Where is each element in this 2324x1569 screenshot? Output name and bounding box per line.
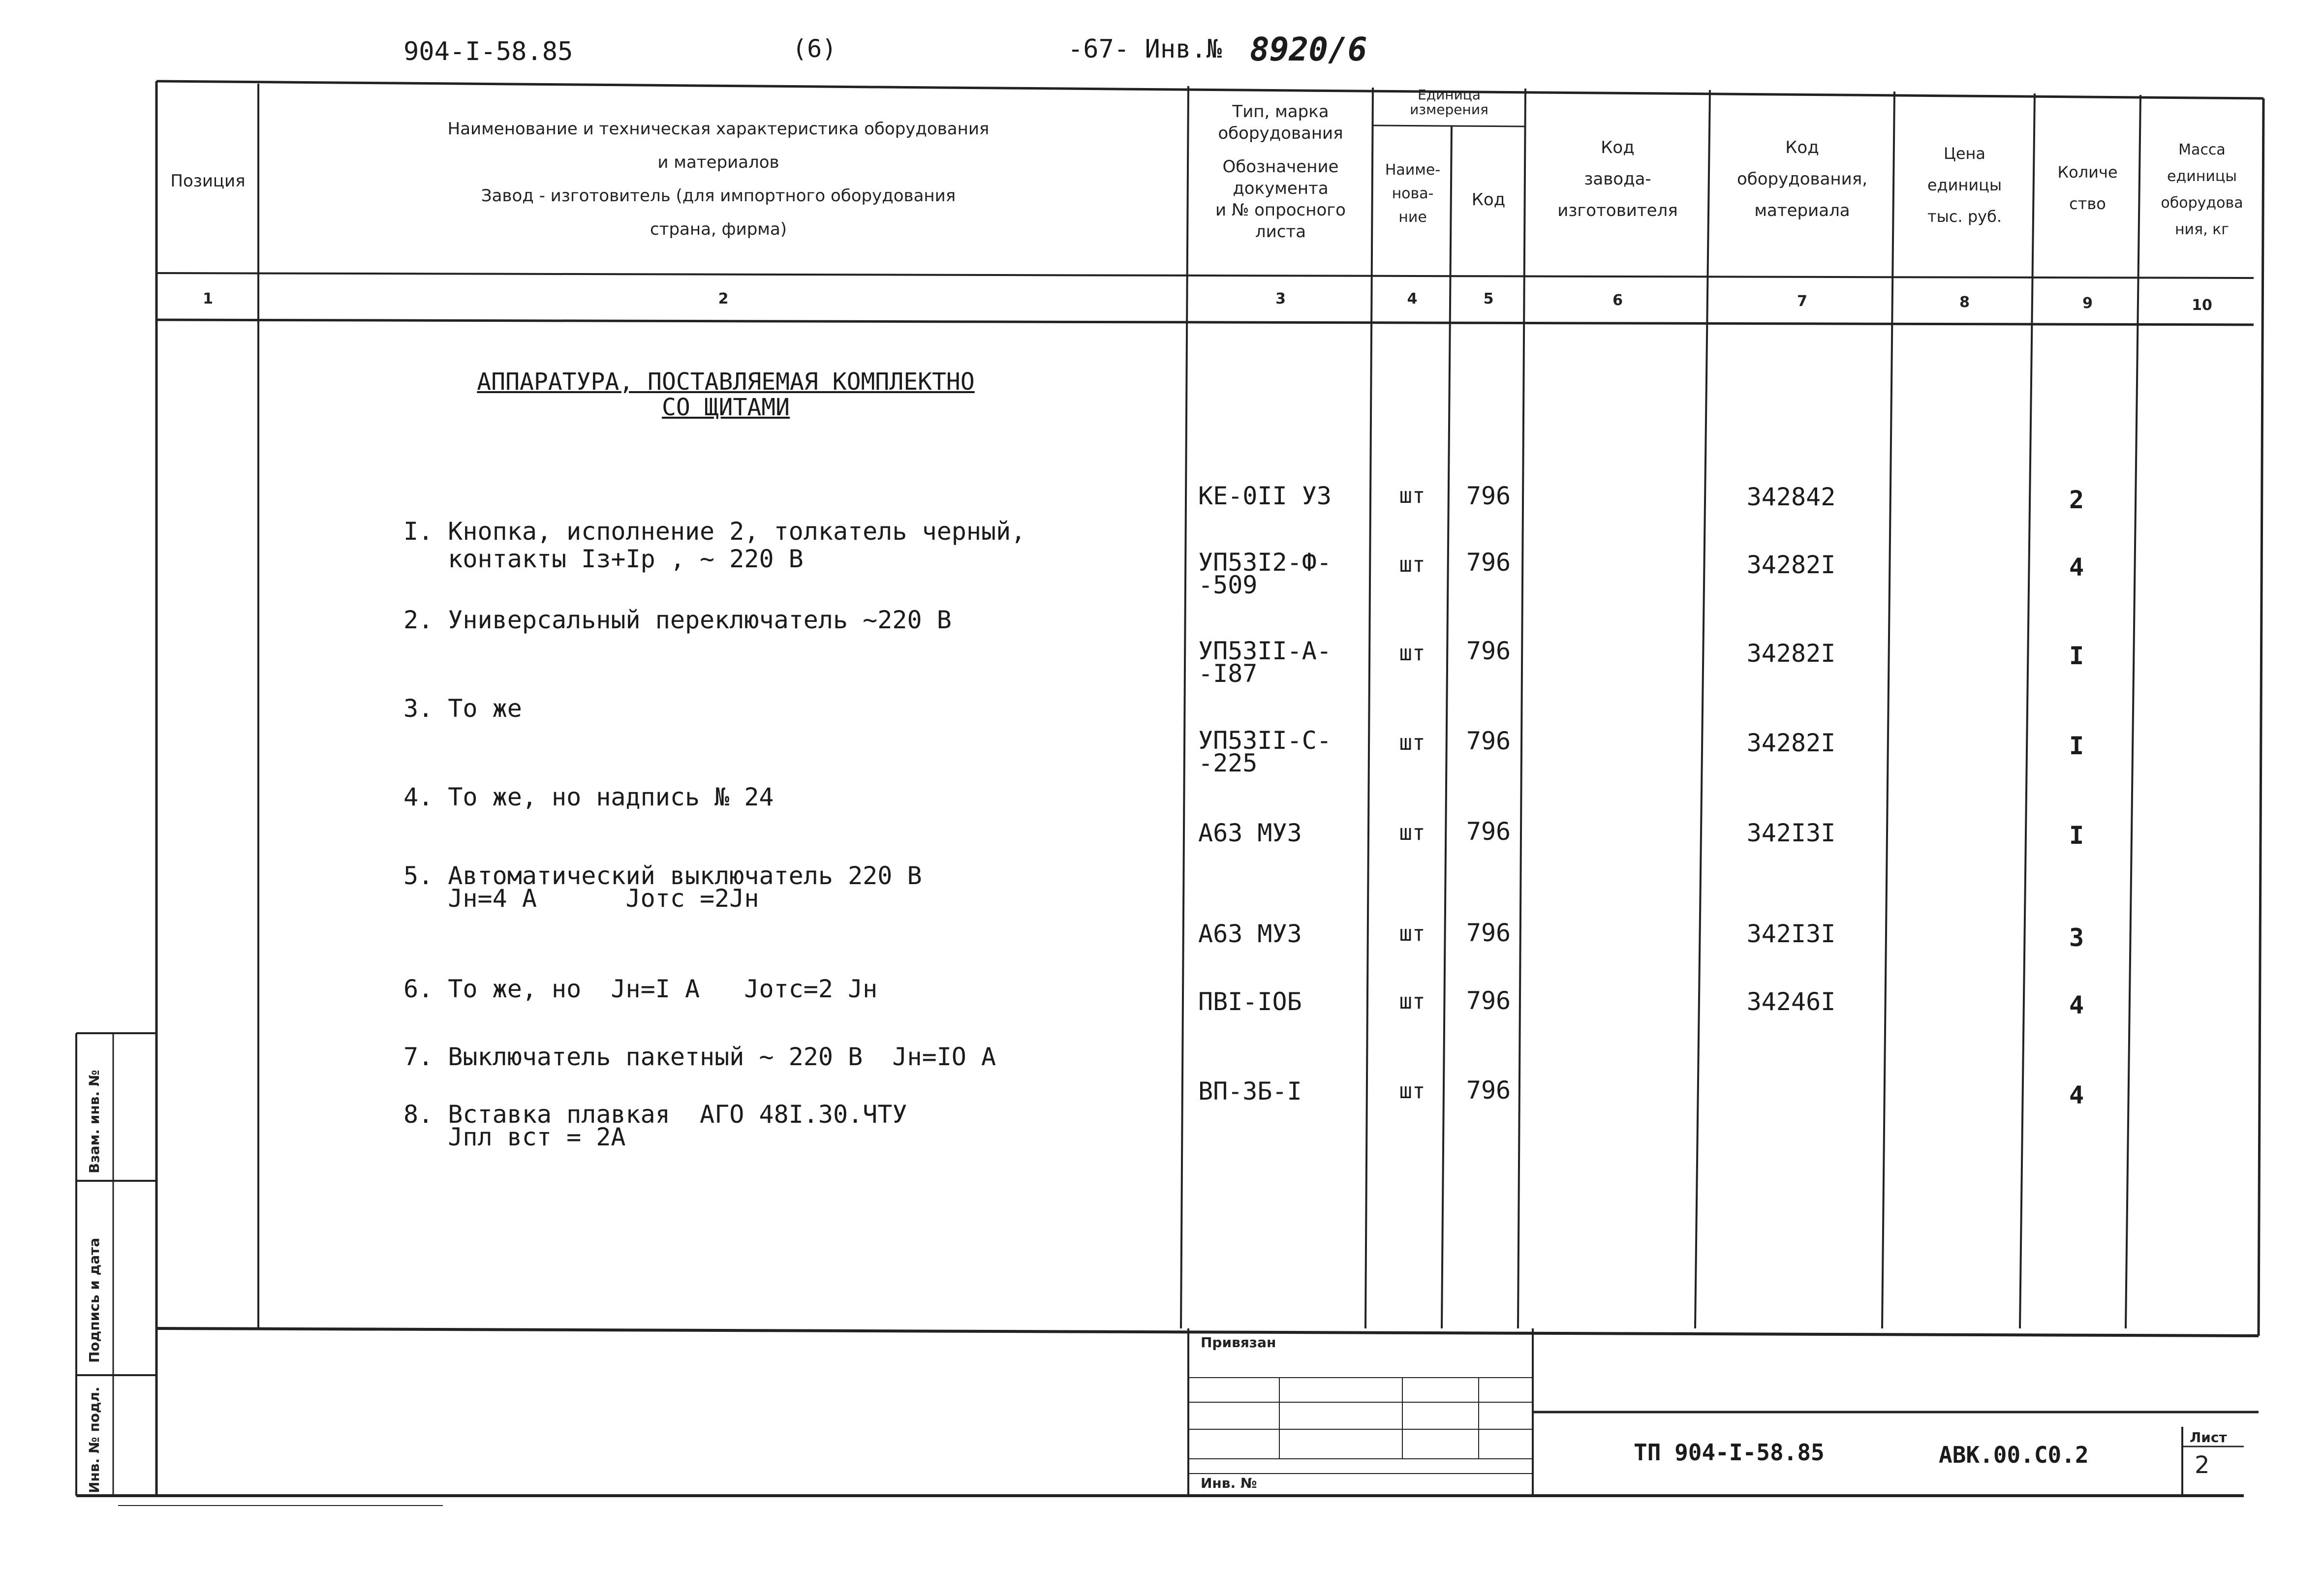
stamp-signature-date: Подпись и дата: [86, 1237, 102, 1363]
row-6-qty: 3: [2069, 923, 2084, 952]
row-4-material-code: 34282I: [1746, 729, 1836, 757]
row-1-qty: 2: [2069, 486, 2084, 514]
row-3-qty: I: [2069, 642, 2084, 670]
row-5-name: 5. Автоматический выключатель 220 В Jн=4 А Jотс =2Jн: [403, 861, 922, 913]
row-7-material-code: 34246I: [1746, 987, 1836, 1016]
header-quantity: Количе ство: [2057, 163, 2118, 213]
row-8-name: 8. Вставка плавкая АГО 48I.30.ЧТУ Jпл вст = 2А: [403, 1100, 907, 1151]
row-3-unit-code: 796: [1466, 637, 1511, 665]
header-unit-code: Код: [1471, 190, 1506, 210]
column-number: 9: [2082, 295, 2093, 312]
row-8-qty: 4: [2069, 1081, 2084, 1109]
row-1-material-code: 342842: [1746, 483, 1836, 511]
stamp-replacement-inv: Взам. инв. №: [86, 1070, 102, 1173]
title-block-tp-code: ТП 904-I-58.85: [1634, 1439, 1825, 1466]
row-8-unit: шт: [1399, 1078, 1425, 1104]
header-position: Позиция: [170, 171, 246, 191]
title-block-inv-no: Инв. №: [1201, 1475, 1257, 1491]
row-5-type: А63 МУЗ: [1198, 819, 1302, 847]
row-5-material-code: 342I3I: [1746, 819, 1836, 847]
column-number: 1: [203, 290, 213, 308]
header-material-code: Код оборудования, материала: [1736, 138, 1868, 220]
row-7-unit: шт: [1399, 989, 1425, 1014]
row-7-unit-code: 796: [1466, 986, 1511, 1015]
column-number: 3: [1275, 290, 1286, 308]
row-7-name: 7. Выключатель пакетный ~ 220 В Jн=IО А: [403, 1043, 996, 1071]
column-number: 6: [1612, 292, 1623, 309]
inventory-prefix: -67- Инв.№: [1068, 34, 1222, 64]
page-number-paren: (6): [792, 34, 837, 63]
column-number: 10: [2192, 297, 2212, 314]
row-8-unit-code: 796: [1466, 1076, 1511, 1105]
row-6-name: 6. То же, но Jн=I А Jотс=2 Jн: [403, 975, 878, 1003]
row-7-qty: 4: [2069, 991, 2084, 1019]
column-number: 7: [1797, 293, 1807, 310]
header-unit-name: Наиме- нова- ние: [1385, 161, 1441, 226]
row-8-type: ВП-3Б-I: [1198, 1077, 1302, 1106]
row-7-type: ПВI-IОБ: [1198, 987, 1302, 1016]
row-6-unit: шт: [1399, 921, 1425, 946]
column-number: 8: [1959, 294, 1970, 311]
row-6-unit-code: 796: [1466, 919, 1511, 947]
header-factory-code: Код завода- изготовителя: [1557, 138, 1678, 220]
row-6-material-code: 342I3I: [1746, 920, 1836, 948]
row-1-type: КЕ-0II УЗ: [1198, 482, 1332, 510]
project-code: 904-I-58.85: [403, 37, 573, 66]
row-1-unit-code: 796: [1466, 482, 1511, 510]
stamp-original-inv: Инв. № подл.: [86, 1386, 102, 1493]
row-1-name: I. Кнопка, исполнение 2, толкатель черный, контакты Iз+Iр , ~ 220 В: [403, 517, 1026, 573]
column-number: 4: [1407, 290, 1418, 308]
row-1-unit: шт: [1399, 483, 1425, 508]
header-name: Наименование и техническая характеристика оборудования и материалов Завод - изготовитель (для импортного оборудования страна, фирма): [447, 119, 990, 239]
row-5-unit: шт: [1399, 820, 1425, 845]
row-3-material-code: 34282I: [1746, 639, 1836, 668]
row-2-unit-code: 796: [1466, 548, 1511, 577]
row-3-unit: шт: [1399, 641, 1425, 666]
row-3-type: УП53II-А- -I87: [1198, 637, 1332, 688]
row-2-unit: шт: [1399, 552, 1425, 577]
header-type: Тип, марка оборудования Обозначение документа и № опросного листа: [1215, 102, 1346, 242]
title-block-linked: Привязан: [1201, 1334, 1276, 1351]
column-number: 2: [718, 290, 729, 308]
row-4-type: УП53II-С- -225: [1198, 726, 1332, 777]
title-block-sheet-label: Лист: [2190, 1429, 2227, 1446]
row-2-type: УП53I2-Ф- -509: [1198, 548, 1332, 599]
row-2-qty: 4: [2069, 553, 2084, 582]
row-2-material-code: 34282I: [1746, 551, 1836, 579]
row-4-qty: I: [2069, 732, 2084, 760]
row-5-unit-code: 796: [1466, 817, 1511, 846]
row-4-name: 4. То же, но надпись № 24: [403, 783, 774, 811]
inventory-number: 8920/6: [1250, 31, 1367, 68]
row-6-type: А63 МУЗ: [1198, 920, 1302, 948]
row-3-name: 3. То же: [403, 694, 522, 723]
header-unit-group: Единица измерения: [1410, 87, 1488, 118]
column-number: 5: [1483, 290, 1494, 308]
row-2-name: 2. Универсальный переключатель ~220 В: [403, 606, 952, 634]
header-unit-price: Цена единицы тыс. руб.: [1927, 144, 2002, 226]
title-block-sheet-number: 2: [2195, 1451, 2210, 1479]
header-unit-mass: Масса единицы оборудова ния, кг: [2161, 141, 2243, 238]
section-title: АППАРАТУРА, ПОСТАВЛЯЕМАЯ КОМПЛЕКТНО СО ЩИТАМИ: [477, 368, 975, 421]
row-4-unit: шт: [1399, 730, 1425, 755]
row-5-qty: I: [2069, 821, 2084, 850]
title-block-doc-code: АВК.00.С0.2: [1939, 1442, 2089, 1468]
row-4-unit-code: 796: [1466, 727, 1511, 755]
